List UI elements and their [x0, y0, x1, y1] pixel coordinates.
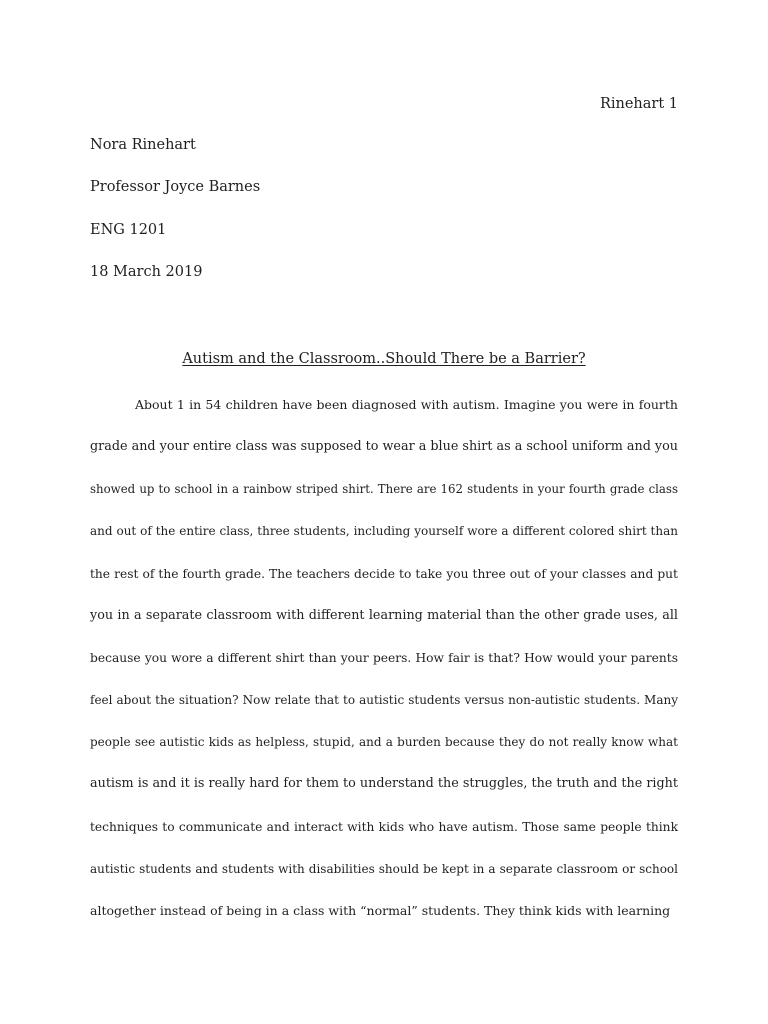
body-line-13: altogether instead of being in a class with “normal” students. They think kids with learning	[90, 903, 671, 918]
body-line-7: because you wore a different shirt than your peers. How fair is that? How would your parents	[90, 651, 678, 665]
body-line-10: autism is and it is really hard for them to understand the struggles, the truth and the right	[90, 776, 678, 791]
essay-date: 18 March 2019	[90, 264, 203, 280]
body-line-2: grade and your entire class was supposed to wear a blue shirt as a school uniform and you	[90, 439, 679, 454]
course-code: ENG 1201	[90, 222, 167, 238]
body-line-11: techniques to communicate and interact with kids who have autism. Those same people think	[90, 820, 678, 834]
body-line-12: autistic students and students with disabilities should be kept in a separate classroom or school	[90, 862, 678, 876]
author-name: Nora Rinehart	[90, 137, 196, 153]
body-line-9: people see autistic kids as helpless, stupid, and a burden because they do not really know what	[90, 735, 678, 749]
essay-title: Autism and the Classroom..Should There be a Barrier?	[182, 351, 586, 367]
body-line-8: feel about the situation? Now relate that to autistic students versus non-autistic students. Many	[90, 693, 678, 707]
professor-name: Professor Joyce Barnes	[90, 179, 261, 195]
body-line-5: the rest of the fourth grade. The teachers decide to take you three out of your classes and put	[90, 567, 678, 581]
body-line-1: About 1 in 54 children have been diagnosed with autism. Imagine you were in fourth	[135, 397, 678, 412]
body-line-6: you in a separate classroom with different learning material than the other grade uses, all	[90, 608, 678, 623]
running-head: Rinehart 1	[599, 96, 678, 112]
body-line-3: showed up to school in a rainbow striped shirt. There are 162 students in your fourth grade class	[90, 482, 678, 496]
body-line-4: and out of the entire class, three students, including yourself wore a different colored shirt than	[90, 524, 678, 538]
